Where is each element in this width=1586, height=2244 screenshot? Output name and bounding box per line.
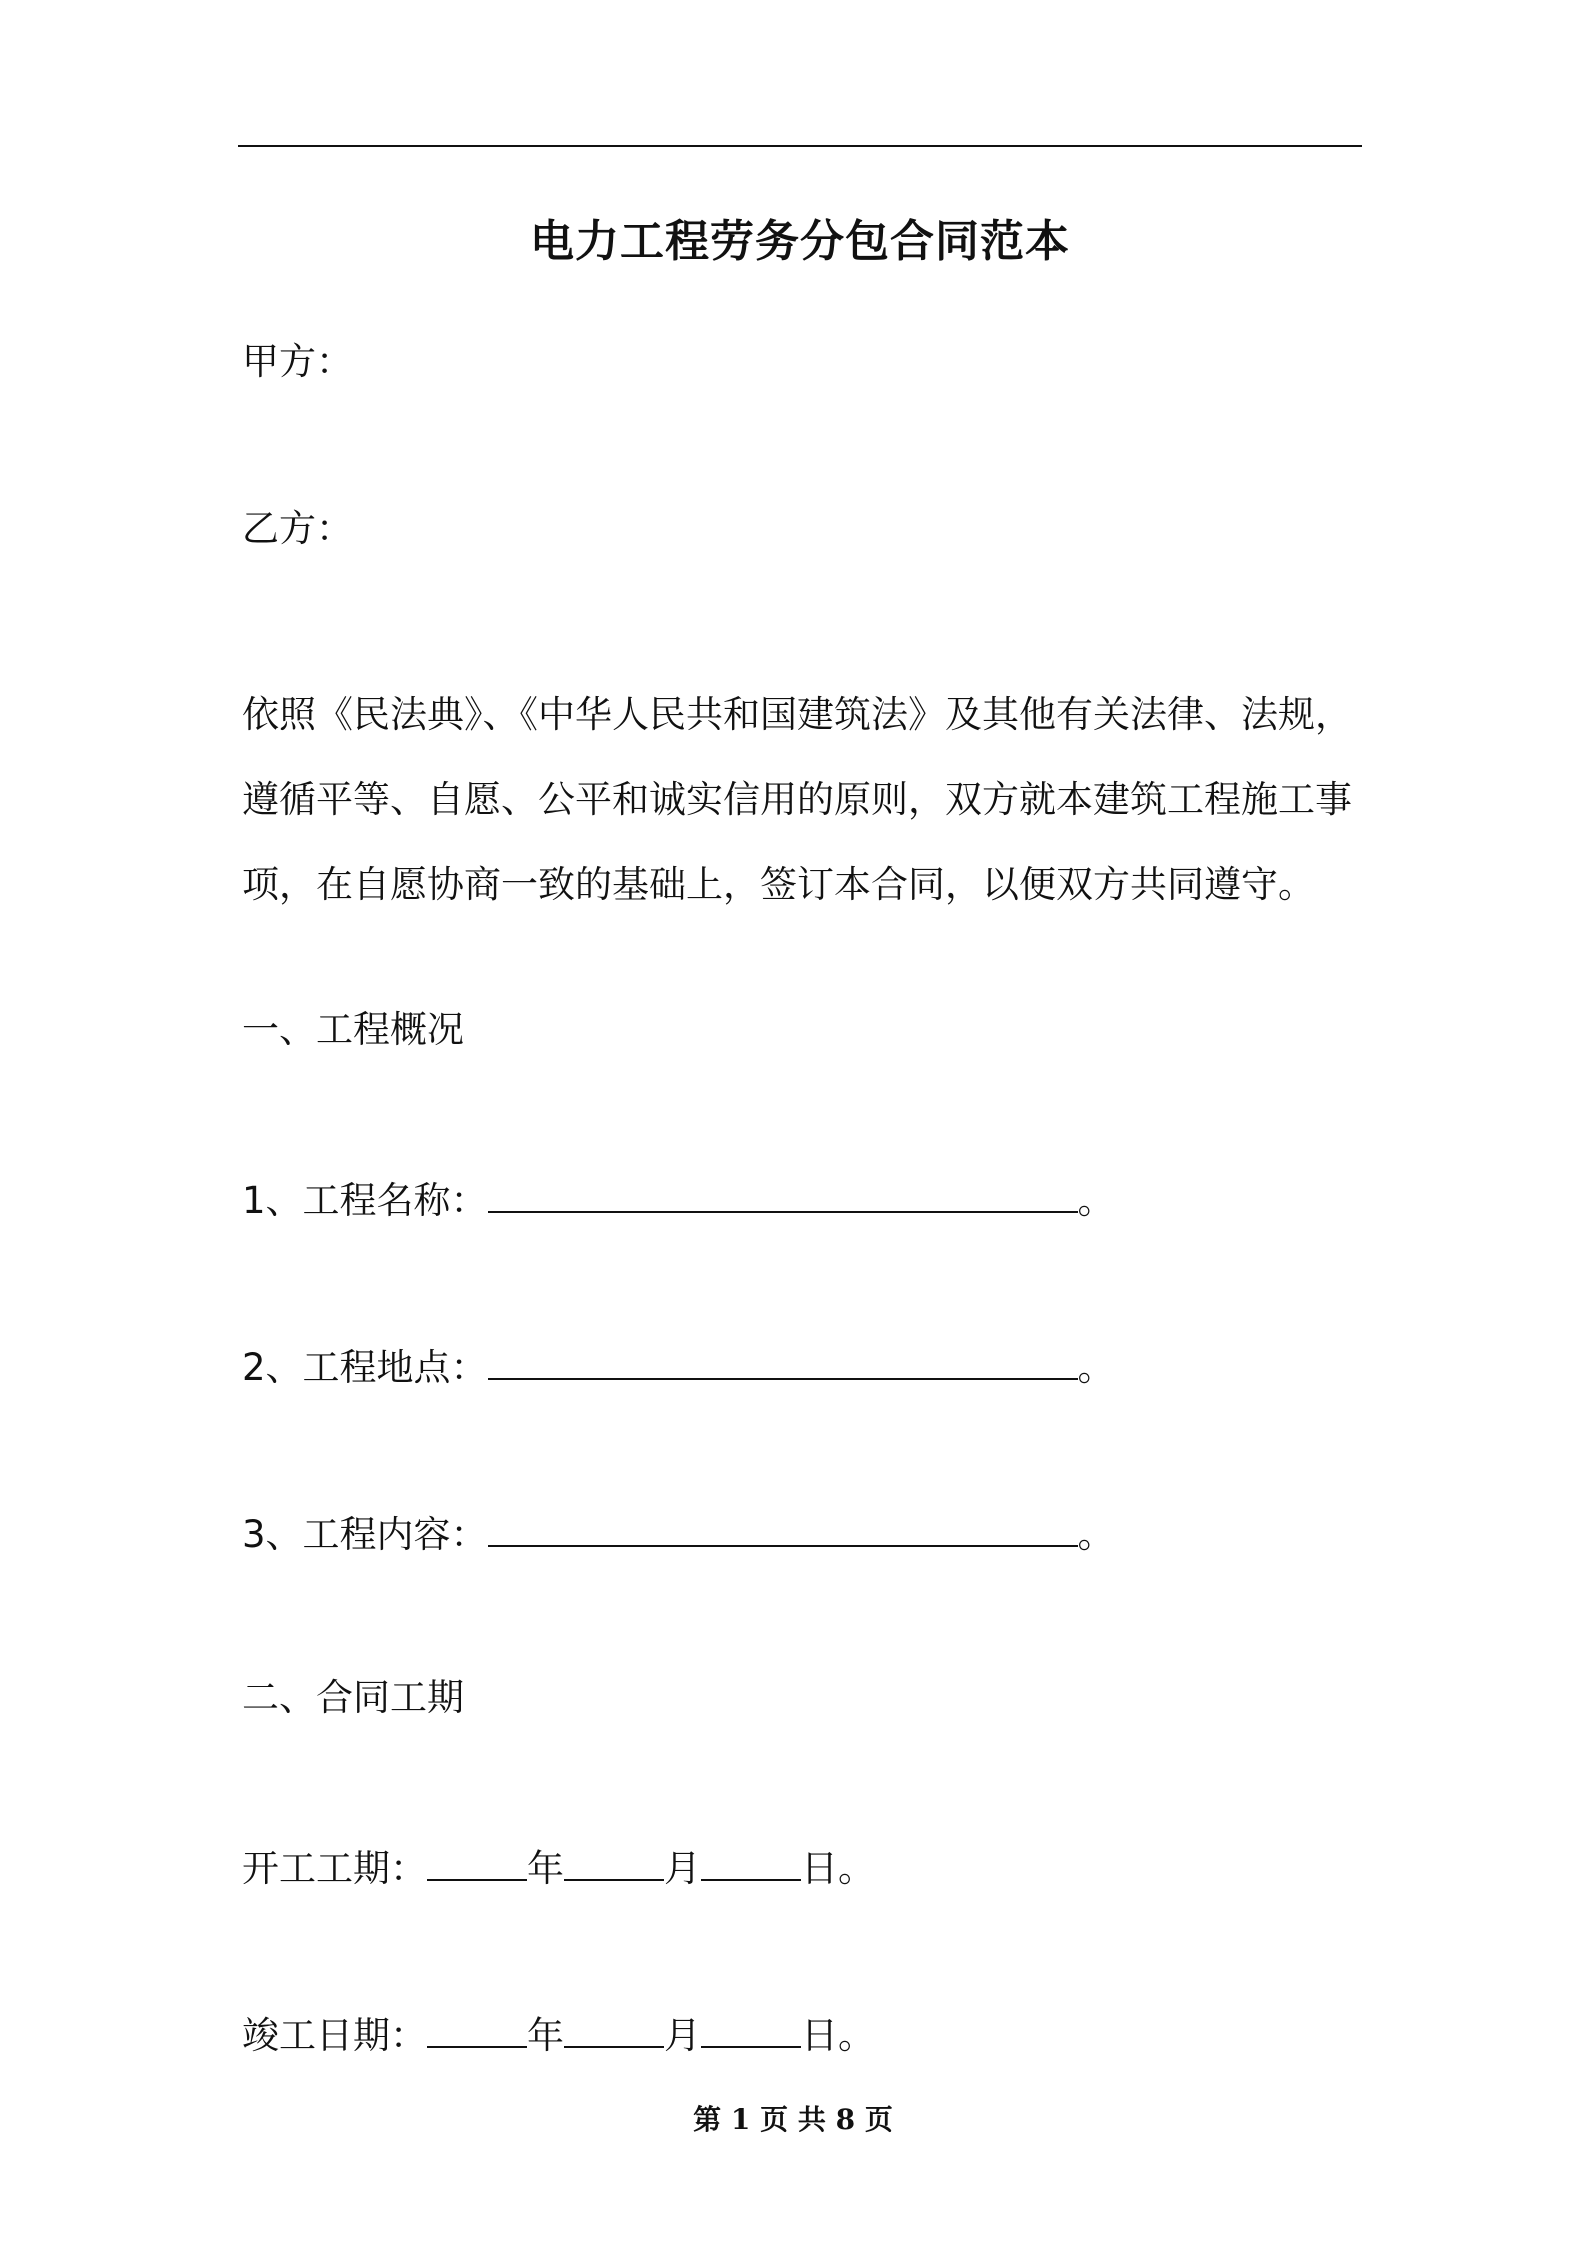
section-heading-period: 二、合同工期	[242, 1676, 464, 1719]
document-title: 电力工程劳务分包合同范本	[530, 216, 1070, 267]
intro-line: 项，在自愿协商一致的基础上，签订本合同，以便双方共同遵守。	[242, 863, 1315, 906]
project-name-row	[242, 1173, 1115, 1225]
start-date-label: 开工工期：	[242, 1847, 427, 1890]
party-a-label: 甲方：	[242, 340, 353, 383]
field-end: 。	[1077, 1179, 1115, 1222]
day-label: 日。	[801, 2014, 875, 2057]
month-blank	[564, 1841, 664, 1881]
year-label: 年	[527, 1847, 564, 1890]
completion-date-row	[242, 2008, 875, 2060]
project-location-blank	[488, 1340, 1078, 1380]
year-blank	[427, 2008, 527, 2048]
field-end: 。	[1077, 1346, 1115, 1389]
month-blank	[564, 2008, 664, 2048]
day-blank	[701, 1841, 801, 1881]
project-content-row	[242, 1507, 1115, 1559]
field-label: 3、工程内容：	[242, 1513, 488, 1556]
project-location-row	[242, 1340, 1115, 1392]
party-b-label: 乙方：	[242, 507, 353, 550]
intro-line: 遵循平等、自愿、公平和诚实信用的原则，双方就本建筑工程施工事	[242, 778, 1352, 821]
field-end: 。	[1077, 1513, 1115, 1556]
month-label: 月	[664, 2014, 701, 2057]
start-date-row	[242, 1841, 875, 1893]
intro-line: 依照《民法典》、《中华人民共和国建筑法》及其他有关法律、法规，	[242, 693, 1352, 736]
year-blank	[427, 1841, 527, 1881]
field-label: 1、工程名称：	[242, 1179, 488, 1222]
page-footer: 第 1 页 共 8 页	[693, 2103, 893, 2136]
year-label: 年	[527, 2014, 564, 2057]
day-blank	[701, 2008, 801, 2048]
section-heading-overview: 一、工程概况	[242, 1008, 464, 1051]
month-label: 月	[664, 1847, 701, 1890]
header-rule	[238, 145, 1362, 147]
intro-paragraph	[242, 672, 1367, 927]
project-name-blank	[488, 1173, 1078, 1213]
day-label: 日。	[801, 1847, 875, 1890]
project-content-blank	[488, 1507, 1078, 1547]
completion-date-label: 竣工日期：	[242, 2014, 427, 2057]
field-label: 2、工程地点：	[242, 1346, 488, 1389]
